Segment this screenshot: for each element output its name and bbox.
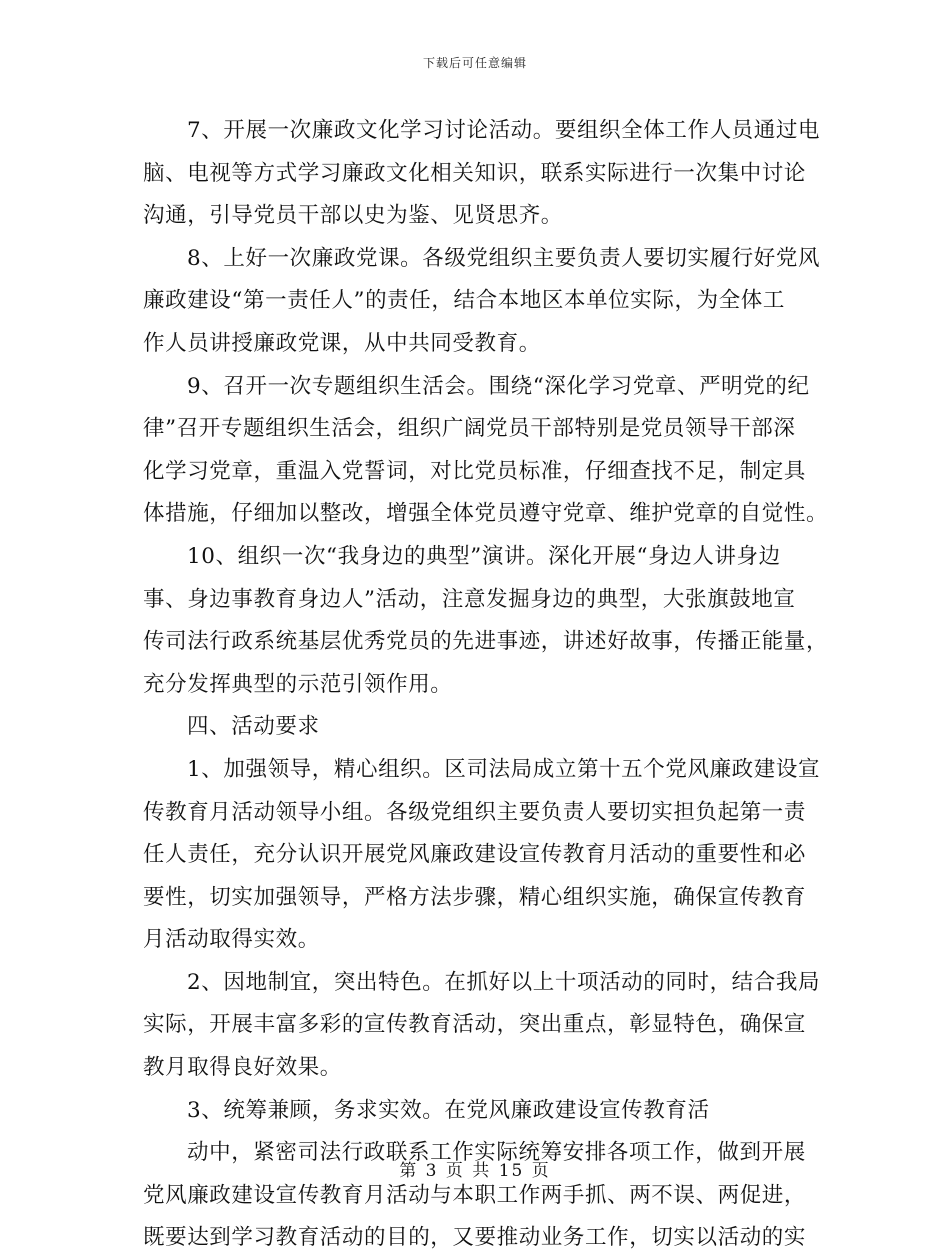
text-line: 实际，开展丰富多彩的宣传教育活动，突出重点，彰显特色，确保宣: [143, 1012, 807, 1038]
text-line: 8、上好一次廉政党课。各级党组织主要负责人要切实履行好党风: [187, 245, 821, 271]
text-line: 既要达到学习教育活动的目的，又要推动业务工作，切实以活动的实: [143, 1225, 807, 1251]
text-line: 教月取得良好效果。: [143, 1055, 342, 1081]
text-line: 党风廉政建设宣传教育月活动与本职工作两手抓、两不误、两促进，: [143, 1182, 807, 1208]
text-line: 1、加强领导，精心组织。区司法局成立第十五个党风廉政建设宣: [187, 756, 821, 782]
text-line: 9、召开一次专题组织生活会。围绕“深化学习党章、严明党的纪: [187, 373, 810, 399]
text-line: 要性，切实加强领导，严格方法步骤，精心组织实施，确保宣传教育: [143, 884, 807, 910]
text-line: 3、统筹兼顾，务求实效。在党风廉政建设宣传教育活: [187, 1097, 710, 1123]
text-line: 任人责任，充分认识开展党风廉政建设宣传教育月活动的重要性和必: [143, 842, 807, 868]
text-line: 传司法行政系统基层优秀党员的先进事迹，讲述好故事，传播正能量，: [143, 629, 829, 655]
text-line: 月活动取得实效。: [143, 927, 320, 953]
page-header: 下载后可任意编辑: [422, 56, 527, 70]
text-line: 脑、电视等方式学习廉政文化相关知识，联系实际进行一次集中讨论: [143, 160, 807, 186]
text-line: 作人员讲授廉政党课，从中共同受教育。: [143, 330, 541, 356]
text-line: 充分发挥典型的示范引领作用。: [143, 671, 453, 697]
section-heading: 四、活动要求: [187, 714, 320, 740]
text-line: 7、开展一次廉政文化学习讨论活动。要组织全体工作人员通过电: [187, 118, 821, 143]
document-body: [143, 110, 829, 1260]
text-line: 2、因地制宜，突出特色。在抓好以上十项活动的同时，结合我局: [187, 969, 821, 995]
text-line: 沟通，引导党员干部以史为鉴、见贤思齐。: [143, 203, 563, 229]
text-line: 廉政建设“第一责任人”的责任，结合本地区本单位实际，为全体工: [143, 288, 785, 314]
text-line: 10、组织一次“我身边的典型”演讲。深化开展“身边人讲身边: [187, 543, 781, 569]
text-line: 体措施，仔细加以整改，增强全体党员遵守党章、维护党章的自觉性。: [143, 501, 829, 527]
page-number-footer: 第 3 页 共 15 页: [399, 1161, 551, 1181]
text-line: 传教育月活动领导小组。各级党组织主要负责人要切实担负起第一责: [143, 799, 807, 825]
text-line: 化学习党章，重温入党誓词，对比党员标准，仔细查找不足，制定具: [143, 458, 807, 484]
text-line: 动中，紧密司法行政联系工作实际统筹安排各项工作，做到开展: [187, 1140, 806, 1166]
text-line: 律”召开专题组织生活会，组织广阔党员干部特别是党员领导干部深: [143, 416, 796, 442]
text-line: 事、身边事教育身边人”活动，注意发掘身边的典型，大张旗鼓地宣: [143, 586, 796, 612]
